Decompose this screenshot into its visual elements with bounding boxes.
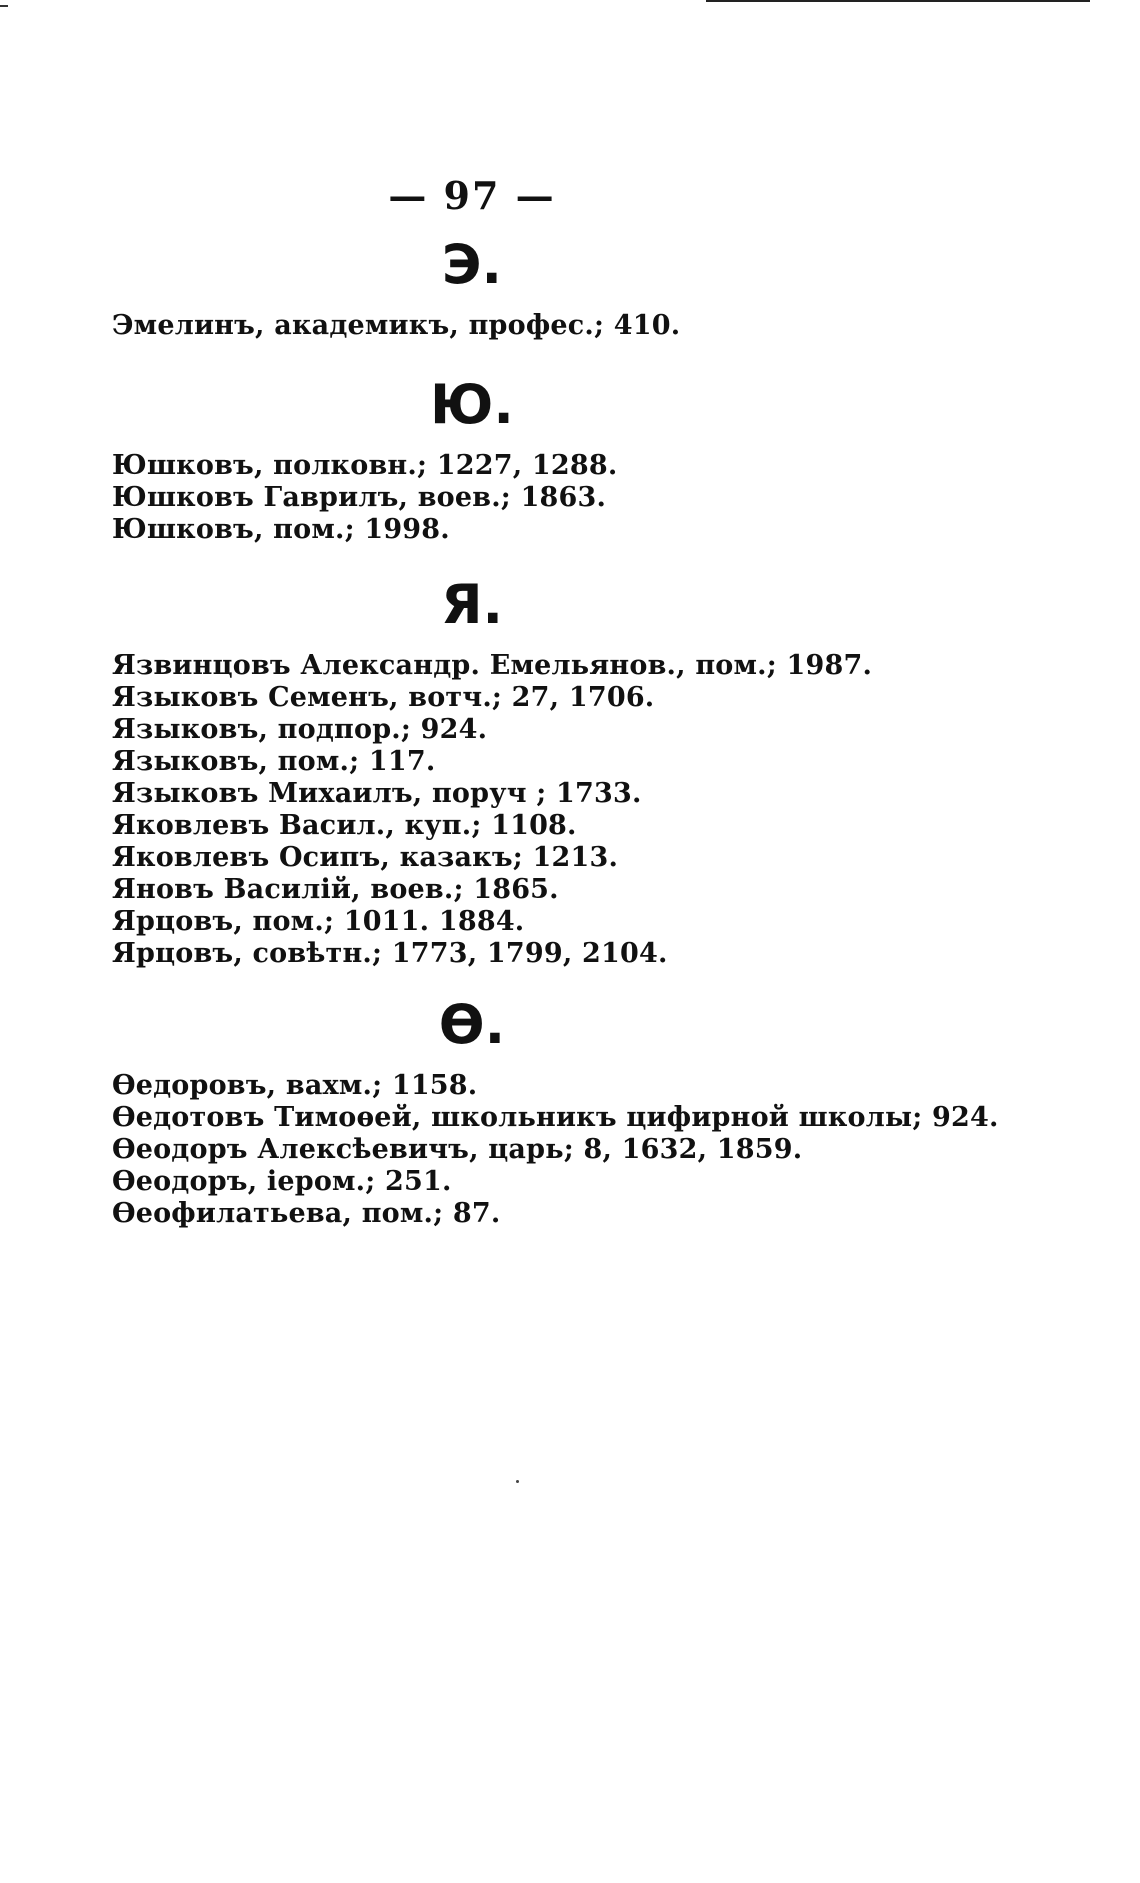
index-entry: Ѳеодоръ Алексѣевичъ, царь; 8, 1632, 1859.	[112, 1134, 803, 1165]
paper-speck	[516, 1480, 519, 1483]
entry-list	[112, 450, 1012, 546]
index-entry: Юшковъ, пом.; 1998.	[112, 514, 450, 545]
index-entry: Юшковъ Гаврилъ, воев.; 1863.	[112, 482, 607, 513]
index-entry: Яковлевъ Осипъ, казакъ; 1213.	[112, 842, 619, 873]
section-letter: Ѳ.	[438, 993, 506, 1056]
entry-list	[112, 650, 1012, 970]
index-entry: Язвинцовъ Александр. Емельянов., пом.; 1987.	[112, 650, 873, 681]
index-entry: Ярцовъ, совѣтн.; 1773, 1799, 2104.	[112, 938, 668, 969]
index-entry: Ярцовъ, пом.; 1011. 1884.	[112, 906, 525, 937]
top-edge-rule	[706, 0, 1090, 2]
index-entry: Ѳедоровъ, вахм.; 1158.	[112, 1070, 478, 1101]
section-letter: Ю.	[430, 373, 514, 436]
page-number: — 97 —	[388, 173, 556, 218]
index-entry: Ѳеофилатьева, пом.; 87.	[112, 1198, 501, 1229]
index-entry: Языковъ, подпор.; 924.	[112, 714, 488, 745]
section-yu	[112, 370, 1012, 546]
index-entry: Языковъ, пом.; 117.	[112, 746, 436, 777]
section-letter: Э.	[441, 233, 503, 296]
index-entry: Ѳедотовъ Тимоѳей, школьникъ цифирной школы; 924.	[112, 1102, 999, 1133]
corner-mark	[0, 0, 8, 7]
index-entry: Языковъ Михаилъ, поруч ; 1733.	[112, 778, 642, 809]
section-fita	[112, 990, 1012, 1230]
section-e	[112, 230, 1012, 342]
entry-list	[112, 310, 1012, 342]
index-entry: Языковъ Семенъ, вотч.; 27, 1706.	[112, 682, 655, 713]
index-entry: Яковлевъ Васил., куп.; 1108.	[112, 810, 577, 841]
section-ya	[112, 570, 1012, 970]
entry-list	[112, 1070, 1012, 1230]
index-entry: Яновъ Василій, воев.; 1865.	[112, 874, 559, 905]
index-entry: Ѳеодоръ, іером.; 251.	[112, 1166, 452, 1197]
section-letter: Я.	[440, 573, 504, 636]
index-entry: Эмелинъ, академикъ, профес.; 410.	[112, 310, 681, 341]
index-entry: Юшковъ, полковн.; 1227, 1288.	[112, 450, 618, 481]
